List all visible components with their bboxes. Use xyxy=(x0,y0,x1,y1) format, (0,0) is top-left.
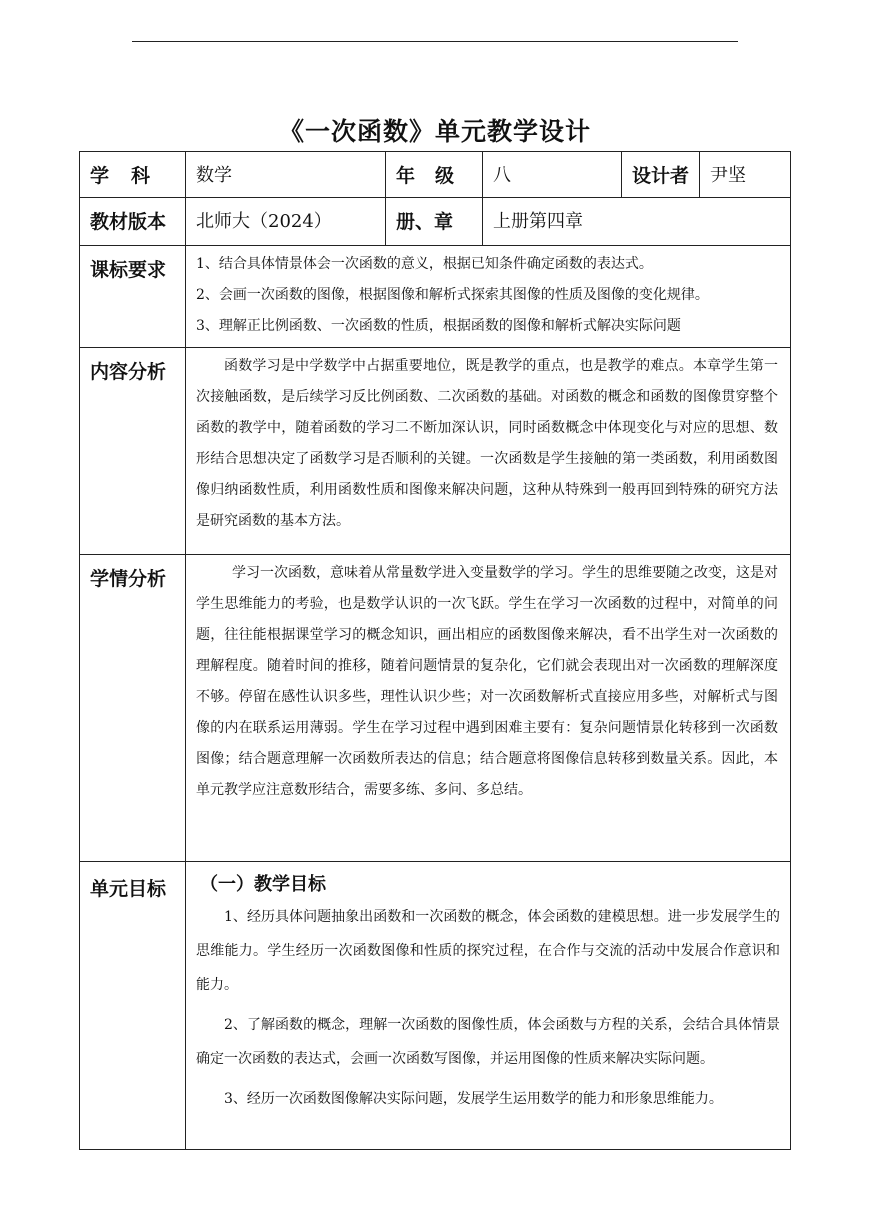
list-item: 2、了解函数的概念，理解一次函数的图像性质，体会函数与方程的关系，会结合具体情景确定一次函数的表达式，会画一次函数写图像，并运用图像的性质来解决实际问题。 xyxy=(196,1017,780,1067)
table-row xyxy=(80,555,791,862)
edition-value: 北师大（2024） xyxy=(186,198,386,246)
content-label: 内容分析 xyxy=(80,348,186,555)
list-item: 1、结合具体情景体会一次函数的意义，根据已知条件确定函数的表达式。 xyxy=(196,256,653,272)
student-text: 学习一次函数，意味着从常量数学进入变量数学的学习。学生的思维要随之改变，这是对学生思维能力的考验，也是数学认识的一次飞跃。学生在学习一次函数的过程中，对简单的问题，往往能根据课堂学习的概念知识，画出相应的函数图像来解决，看不出学生对一次函数的理解程度。随着时间的推移，随着问题情景的复杂化，它们就会表现出对一次函数的理解深度不够。停留在感性认识多些，理性认识少些；对一次函数解析式直接应用多些，对解析式与图像的内在联系运用薄弱。学生在学习过程中遇到困难主要有：复杂问题情景化转移到一次函数图像；结合题意理解一次函数所表达的信息；结合题意将图像信息转移到数量关系。因此，本单元教学应注意数形结合，需要多练、多问、多总结。 xyxy=(196,565,778,798)
table-row xyxy=(80,862,791,1150)
student-label: 学情分析 xyxy=(80,555,186,862)
designer-label: 设计者 xyxy=(622,152,700,198)
student-analysis xyxy=(186,555,791,862)
table-row xyxy=(80,348,791,555)
content-analysis xyxy=(186,348,791,555)
goals-label: 单元目标 xyxy=(80,862,186,1150)
header-rule xyxy=(132,41,738,42)
document-title: 《一次函数》单元教学设计 xyxy=(278,117,591,146)
subject-value: 数学 xyxy=(186,152,386,198)
chapter-label: 册、章 xyxy=(386,198,483,246)
list-item: 3、经历一次函数图像解决实际问题，发展学生运用数学的能力和形象思维能力。 xyxy=(224,1091,723,1107)
edition-label: 教材版本 xyxy=(80,198,186,246)
chapter-value: 上册第四章 xyxy=(483,198,791,246)
curriculum-content xyxy=(186,246,791,348)
grade-label: 年级 xyxy=(386,152,483,198)
designer-value: 尹坚 xyxy=(700,152,791,198)
goals-subhead: （一）教学目标 xyxy=(200,874,326,895)
table-row xyxy=(80,198,791,246)
list-item: 1、经历具体问题抽象出函数和一次函数的概念，体会函数的建模思想。进一步发展学生的思维能力。学生经历一次函数图像和性质的探究过程，在合作与交流的活动中发展合作意识和能力。 xyxy=(196,909,780,993)
content-text: 函数学习是中学数学中占据重要地位，既是教学的重点，也是教学的难点。本章学生第一次接触函数，是后续学习反比例函数、二次函数的基础。对函数的概念和函数的图像贯穿整个函数的教学中，随着函数的学习二不断加深认识，同时函数概念中体现变化与对应的思想、数形结合思想决定了函数学习是否顺利的关键。一次函数是学生接触的第一类函数，利用函数图像归纳函数性质，利用函数性质和图像来解决问题，这种从特殊到一般再回到特殊的研究方法是研究函数的基本方法。 xyxy=(196,358,778,529)
list-item: 3、理解正比例函数、一次函数的性质，根据函数的图像和解析式解决实际问题 xyxy=(196,318,681,334)
subject-label: 学科 xyxy=(80,152,186,198)
design-table xyxy=(79,151,791,1150)
table-row xyxy=(80,152,791,198)
list-item: 2、会画一次函数的图像，根据图像和解析式探索其图像的性质及图像的变化规律。 xyxy=(196,287,709,303)
curriculum-label: 课标要求 xyxy=(80,246,186,348)
unit-goals xyxy=(186,862,791,1150)
grade-value: 八 xyxy=(483,152,622,198)
table-row xyxy=(80,246,791,348)
